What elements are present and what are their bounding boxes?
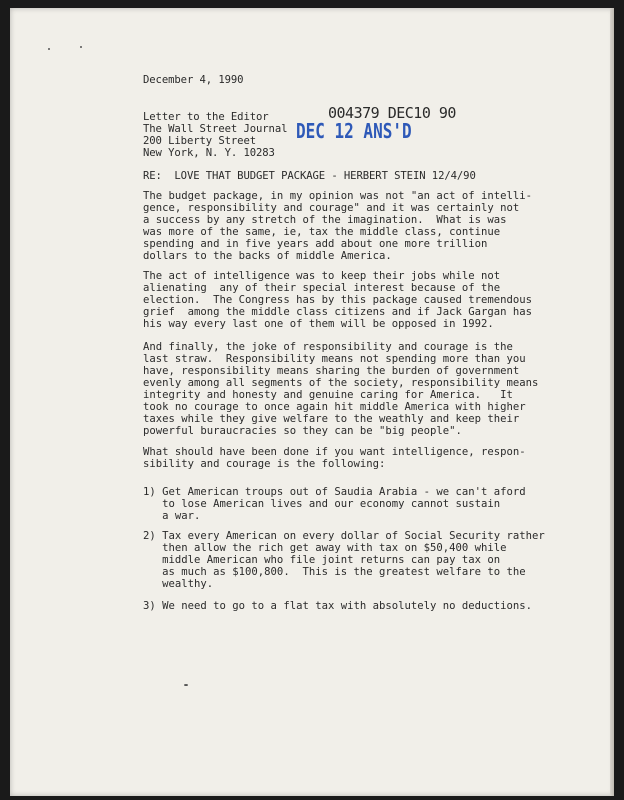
text-line: then allow the rich get away with tax on $50,400 while <box>143 542 507 554</box>
speck <box>48 48 50 50</box>
text-line: integrity and honesty and genuine caring for America. It <box>143 389 513 401</box>
list-item-1 <box>143 486 526 522</box>
address-line: New York, N. Y. 10283 <box>143 147 275 159</box>
text-line: gence, responsibility and courage" and it was certainly not <box>143 202 520 214</box>
text-line: 1) Get American troups out of Saudia Arabia - we can't aford <box>143 486 526 498</box>
text-line: The budget package, in my opinion was not "an act of intelli- <box>143 190 533 202</box>
text-line: grief among the middle class citizens and if Jack Gargan has <box>143 306 533 318</box>
text-line: And finally, the joke of responsibility and courage is the <box>143 341 513 353</box>
text-line: taxes while they give welfare to the weathly and keep their <box>143 413 520 425</box>
text-line: middle American who file joint returns can pay tax on <box>143 554 501 566</box>
text-line: have, responsibility means sharing the burden of government <box>143 365 520 377</box>
text-line: last straw. Responsibility means not spending more than you <box>143 353 526 365</box>
answered-date-stamp: DEC 12 ANS'D <box>296 119 412 143</box>
text-line: dollars to the backs of middle America. <box>143 250 392 262</box>
subject-line: RE: LOVE THAT BUDGET PACKAGE - HERBERT STEIN 12/4/90 <box>143 170 476 182</box>
text-line: What should have been done if you want intelligence, respon- <box>143 446 526 458</box>
text-line: 3) We need to go to a flat tax with absolutely no deductions. <box>143 600 533 612</box>
paragraph-4 <box>143 446 526 470</box>
text-line: The act of intelligence was to keep their jobs while not <box>143 270 501 282</box>
speck <box>80 46 82 48</box>
paragraph-2 <box>143 270 533 330</box>
list-item-3 <box>143 600 532 612</box>
paragraph-1 <box>143 190 533 262</box>
text-line: sibility and courage is the following: <box>143 458 386 470</box>
received-number-stamp: 004379 DEC10 90 <box>328 104 456 122</box>
letter-date: December 4, 1990 <box>143 74 244 86</box>
text-line: a success by any stretch of the imagination. What is was <box>143 214 507 226</box>
paragraph-3 <box>143 341 539 437</box>
address-line: 200 Liberty Street <box>143 135 257 147</box>
text-line: took no courage to once again hit middle America with higher <box>143 401 526 413</box>
text-line: to lose American lives and our economy cannot sustain <box>143 498 501 510</box>
address-line: The Wall Street Journal <box>143 123 288 135</box>
address-line: Letter to the Editor <box>143 111 269 123</box>
text-line: a war. <box>143 510 201 522</box>
text-line: was more of the same, ie, tax the middle class, continue <box>143 226 501 238</box>
text-line: powerful buraucracies so they can be "big people". <box>143 425 462 437</box>
speck <box>184 684 188 686</box>
page-edge <box>610 8 614 796</box>
text-line: election. The Congress has by this package caused tremendous <box>143 294 533 306</box>
letter-page <box>10 8 614 796</box>
text-line: wealthy. <box>143 578 214 590</box>
list-item-2 <box>143 530 545 590</box>
text-line: alienating any of their special interest because of the <box>143 282 501 294</box>
text-line: his way every last one of them will be opposed in 1992. <box>143 318 494 330</box>
text-line: as much as $100,800. This is the greatest welfare to the <box>143 566 526 578</box>
text-line: evenly among all segments of the society, responsibility means <box>143 377 539 389</box>
text-line: spending and in five years add about one more trillion <box>143 238 488 250</box>
text-line: 2) Tax every American on every dollar of Social Security rather <box>143 530 545 542</box>
